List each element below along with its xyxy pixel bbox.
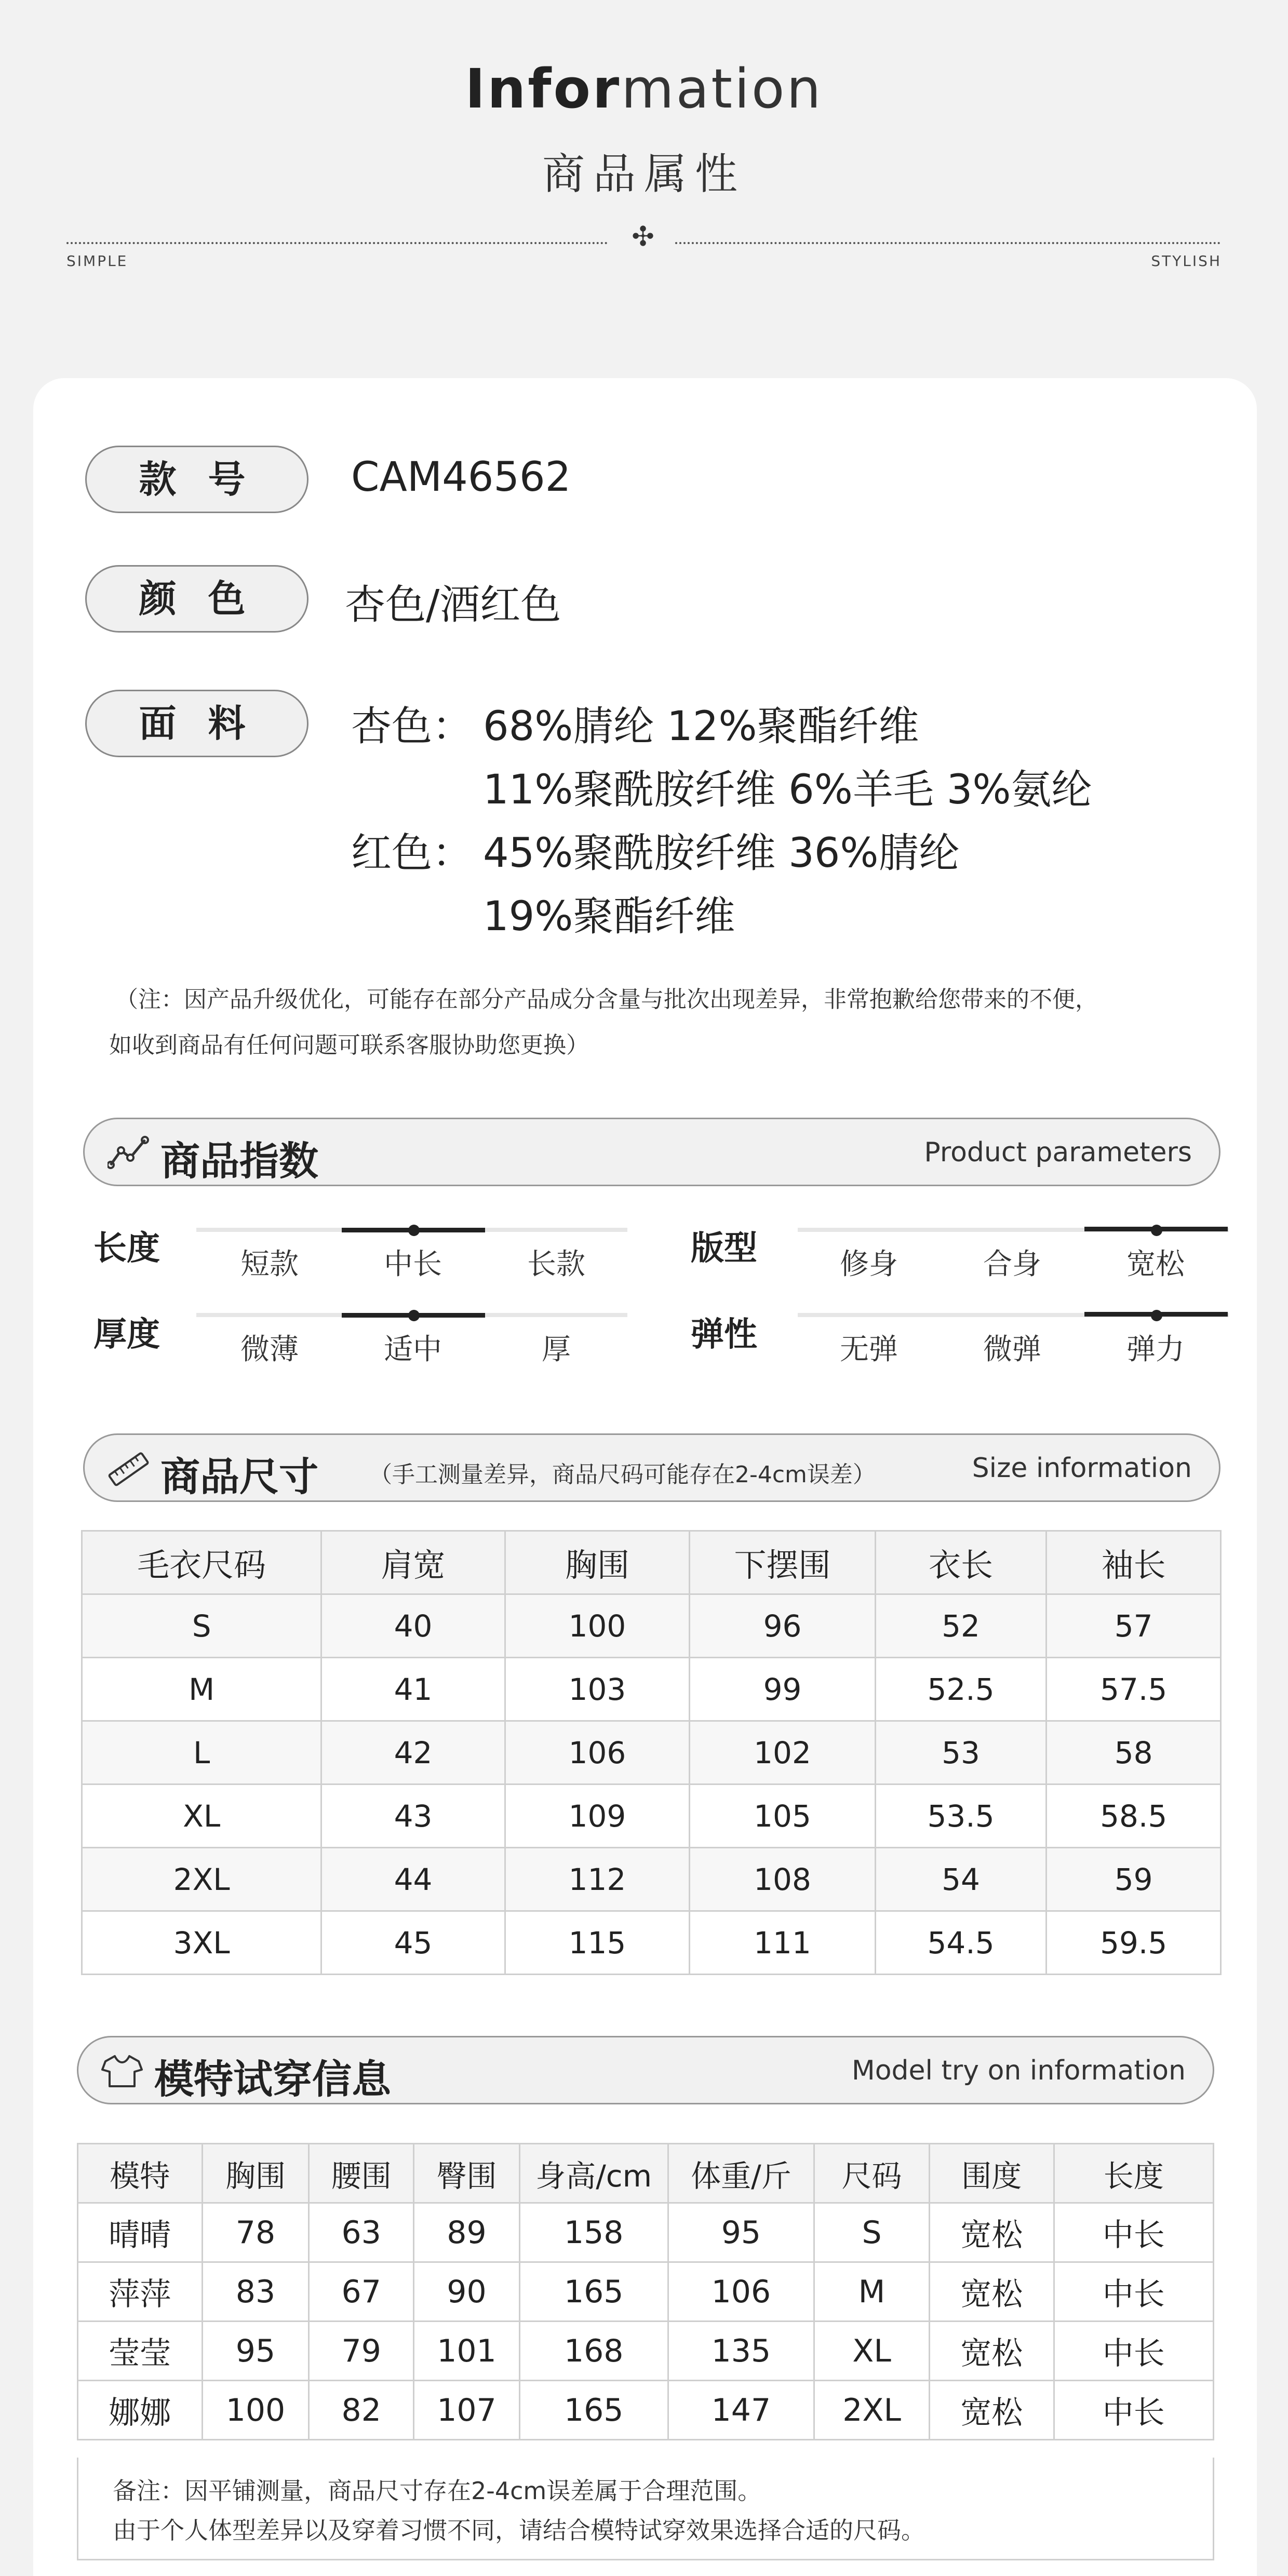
scale-stretch-opt-1: 无弹 [840,1333,898,1366]
model-section-header [77,2036,1214,2104]
model-cell: 67 [309,2262,414,2322]
size-table-header [82,1531,1221,1594]
model-section-title: 模特试穿信息 [154,2056,391,2102]
size-cell: 99 [690,1658,876,1721]
scale-fit-opt-3: 宽松 [1126,1247,1185,1281]
size-cell: 108 [690,1848,876,1911]
index-section-title: 商品指数 [160,1138,318,1184]
size-cell: 102 [690,1721,876,1785]
size-header-cell: 衣长 [875,1531,1046,1594]
fabric-line-1: 68%腈纶 12%聚酯纤维 [483,703,919,750]
model-header-cell: 胸围 [202,2144,309,2203]
model-cell: 95 [202,2322,309,2381]
model-cell: 101 [414,2322,520,2381]
model-cell: S [814,2203,930,2262]
model-cell: 中长 [1054,2203,1213,2262]
scale-length-opt-3: 长款 [527,1247,585,1281]
color-label: 颜 色 [85,565,308,633]
model-cell: 娜娜 [78,2381,203,2440]
scale-length-marker [408,1225,420,1236]
model-table [77,2143,1214,2440]
model-cell: 宽松 [929,2322,1054,2381]
model-section-en: Model try on information [851,2055,1186,2086]
model-cell: 165 [519,2262,668,2322]
remark-line-2: 由于个人体型差异以及穿着习惯不同，请结合模特试穿效果选择合适的尺码。 [113,2516,925,2544]
scale-fit-label: 版型 [691,1229,757,1268]
size-cell: 96 [690,1594,876,1658]
model-cell: 100 [202,2381,309,2440]
model-cell: 中长 [1054,2381,1213,2440]
fabric-line-4: 19%聚酯纤维 [483,893,735,940]
size-cell: 111 [690,1911,876,1975]
model-cell: 78 [202,2203,309,2262]
model-cell: 147 [668,2381,814,2440]
model-header-cell: 长度 [1054,2144,1213,2203]
scale-stretch-opt-3: 弹力 [1126,1333,1185,1366]
model-table-row [78,2203,1214,2262]
model-table-header [78,2144,1214,2203]
model-table-row [78,2381,1214,2440]
note-line-1: （注：因产品升级优化，可能存在部分产品成分含量与批次出现差异，非常抱歉给您带来的不便， [115,986,1098,1013]
model-header-cell: 体重/斤 [668,2144,814,2203]
scale-thickness-opt-1: 微薄 [240,1333,299,1366]
model-cell: 135 [668,2322,814,2381]
size-cell: 43 [321,1785,505,1848]
fabric-line-1-prefix: 杏色： [351,703,473,750]
ruler-icon [108,1451,149,1487]
size-cell: 103 [505,1658,690,1721]
scale-fit-opt-1: 修身 [840,1247,898,1281]
tag-simple: SIMPLE [66,252,128,270]
scale-fit-marker [1151,1225,1162,1236]
size-cell: 53 [875,1721,1046,1785]
size-cell: 57.5 [1046,1658,1221,1721]
model-cell: 中长 [1054,2262,1213,2322]
scale-length-opt-2: 中长 [384,1247,442,1281]
model-cell: 萍萍 [78,2262,203,2322]
style-no-label: 款 号 [85,446,308,513]
size-header-cell: 肩宽 [321,1531,505,1594]
tshirt-icon [101,2053,143,2089]
size-cell: 54.5 [875,1911,1046,1975]
model-cell: 106 [668,2262,814,2322]
model-cell: 82 [309,2381,414,2440]
model-cell: 168 [519,2322,668,2381]
model-header-cell: 臀围 [414,2144,520,2203]
size-header-cell: 下摆围 [690,1531,876,1594]
model-cell: 89 [414,2203,520,2262]
scale-fit-opt-2: 合身 [983,1247,1041,1281]
scale-thickness-opt-2: 适中 [384,1333,442,1366]
model-cell: 63 [309,2203,414,2262]
size-header-cell: 毛衣尺码 [82,1531,321,1594]
size-cell: 105 [690,1785,876,1848]
model-header-cell: 模特 [78,2144,203,2203]
size-cell: 58.5 [1046,1785,1221,1848]
size-cell: 57 [1046,1594,1221,1658]
model-cell: 莹莹 [78,2322,203,2381]
style-no-value: CAM46562 [351,454,571,501]
color-value: 杏色/酒红色 [345,582,561,628]
model-cell: XL [814,2322,930,2381]
size-cell: 40 [321,1594,505,1658]
size-table-row [82,1911,1221,1975]
scale-stretch-opt-2: 微弹 [983,1333,1041,1366]
size-cell: 59.5 [1046,1911,1221,1975]
size-cell: 115 [505,1911,690,1975]
model-remark-box [77,2458,1214,2560]
size-table-row [82,1594,1221,1658]
size-cell: 100 [505,1594,690,1658]
scale-thickness-marker [408,1310,420,1321]
model-cell: 中长 [1054,2322,1213,2381]
model-header-cell: 尺码 [814,2144,930,2203]
size-section-subtitle: （手工测量差异，商品尺码可能存在2-4cm误差） [369,1461,876,1488]
page-title [0,57,1288,120]
note-line-2: 如收到商品有任何问题可联系客服协助您更换） [109,1032,589,1058]
model-cell: 107 [414,2381,520,2440]
size-header-cell: 袖长 [1046,1531,1221,1594]
model-table-row [78,2322,1214,2381]
size-cell: 58 [1046,1721,1221,1785]
scale-length-opt-1: 短款 [240,1247,299,1281]
size-cell: L [82,1721,321,1785]
size-table-row [82,1785,1221,1848]
scale-length-label: 长度 [93,1229,160,1268]
scale-stretch-label: 弹性 [691,1316,757,1354]
model-cell: 95 [668,2203,814,2262]
size-cell: 42 [321,1721,505,1785]
index-section-en: Product parameters [924,1137,1192,1168]
size-cell: 52.5 [875,1658,1046,1721]
size-cell: M [82,1658,321,1721]
size-cell: 2XL [82,1848,321,1911]
scale-thickness-label: 厚度 [93,1316,160,1354]
model-cell: 90 [414,2262,520,2322]
model-cell: 宽松 [929,2203,1054,2262]
model-header-cell: 身高/cm [519,2144,668,2203]
model-cell: 83 [202,2262,309,2322]
size-table-row [82,1848,1221,1911]
divider-right [675,242,1220,244]
title-rest: mation [621,57,823,120]
page-subtitle: 商品属性 [542,150,746,199]
model-cell: 158 [519,2203,668,2262]
size-cell: 109 [505,1785,690,1848]
size-cell: S [82,1594,321,1658]
model-cell: 晴晴 [78,2203,203,2262]
divider-left [66,242,608,244]
size-cell: 112 [505,1848,690,1911]
four-way-arrow-icon: ✣ [632,221,654,252]
scale-stretch-marker [1151,1310,1162,1321]
size-section-en: Size information [972,1453,1192,1484]
tag-stylish: STYLISH [1151,252,1222,270]
size-section-header [83,1433,1220,1502]
size-cell: 44 [321,1848,505,1911]
model-header-cell: 围度 [929,2144,1054,2203]
size-cell: 52 [875,1594,1046,1658]
model-cell: 宽松 [929,2381,1054,2440]
size-cell: XL [82,1785,321,1848]
title-bold: Infor [465,57,622,120]
fabric-line-3-prefix: 红色： [351,830,473,877]
model-cell: 165 [519,2381,668,2440]
remark-line-1: 备注：因平铺测量，商品尺寸存在2-4cm误差属于合理范围。 [113,2477,762,2505]
model-cell: 79 [309,2322,414,2381]
fabric-line-3: 45%聚酰胺纤维 36%腈纶 [483,830,960,877]
size-section-title: 商品尺寸 [160,1454,318,1500]
size-table [81,1530,1222,1975]
size-cell: 41 [321,1658,505,1721]
size-table-row [82,1721,1221,1785]
size-cell: 54 [875,1848,1046,1911]
size-cell: 3XL [82,1911,321,1975]
fabric-label: 面 料 [85,690,308,757]
scale-thickness-opt-3: 厚 [542,1333,571,1366]
model-header-cell: 腰围 [309,2144,414,2203]
fabric-line-2: 11%聚酰胺纤维 6%羊毛 3%氨纶 [483,767,1092,813]
size-cell: 59 [1046,1848,1221,1911]
size-cell: 106 [505,1721,690,1785]
model-cell: M [814,2262,930,2322]
model-cell: 2XL [814,2381,930,2440]
model-cell: 宽松 [929,2262,1054,2322]
size-header-cell: 胸围 [505,1531,690,1594]
size-cell: 53.5 [875,1785,1046,1848]
trend-line-icon [108,1135,149,1171]
size-cell: 45 [321,1911,505,1975]
size-table-row [82,1658,1221,1721]
model-table-row [78,2262,1214,2322]
index-section-header [83,1118,1220,1186]
